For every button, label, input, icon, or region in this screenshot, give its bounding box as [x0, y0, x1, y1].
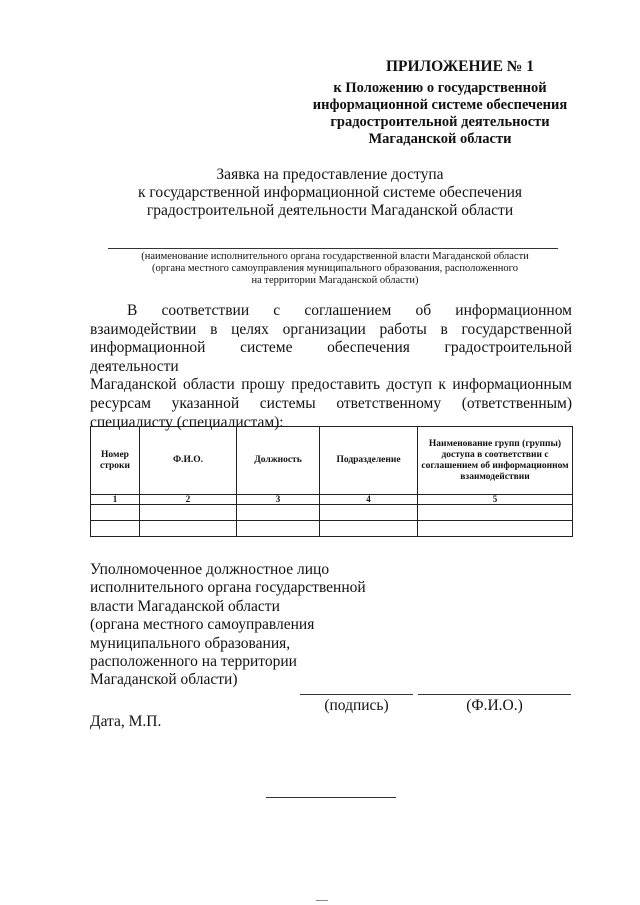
signature-blank[interactable] — [300, 694, 413, 695]
note-line: (органа местного самоуправления муниципального образования, расположенного — [152, 263, 518, 274]
col-header-access-group: Наименование групп (группы) доступа в соответствии с соглашением об информационном взаимодействии — [418, 427, 573, 495]
table-cell[interactable] — [320, 521, 418, 537]
table-row — [91, 521, 573, 537]
column-number: 3 — [237, 495, 320, 505]
organization-note — [100, 251, 570, 287]
appendix-line: градостроительной деятельности — [330, 114, 550, 130]
request-paragraph — [90, 302, 572, 432]
paragraph-line: В соответствии с соглашением об информационном — [127, 302, 572, 319]
table-cell[interactable] — [418, 505, 573, 521]
table-cell[interactable] — [140, 521, 237, 537]
document-title — [80, 166, 580, 220]
table-cell[interactable] — [91, 521, 140, 537]
signature-caption: (подпись) — [324, 697, 389, 714]
specialists-table — [90, 426, 573, 537]
note-line: (наименование исполнительного органа государственной власти Магаданской области — [141, 251, 529, 262]
column-number: 1 — [91, 495, 140, 505]
appendix-line: информационной системе обеспечения — [312, 97, 568, 113]
table-row — [91, 505, 573, 521]
official-line: власти Магаданской области — [90, 597, 280, 615]
title-line: к государственной информационной системе обеспечения — [137, 184, 523, 201]
paragraph-line: специалисту (специалистам): — [90, 413, 284, 431]
organization-name-blank — [108, 248, 558, 249]
date-stamp-label: Дата, М.П. — [90, 713, 162, 730]
page-footer-mark — [316, 900, 328, 901]
note-line: на территории Магаданской области) — [251, 275, 419, 286]
col-header-department: Подразделение — [320, 427, 418, 495]
official-line: Магаданской области) — [90, 671, 238, 689]
appendix-line: к Положению о государственной — [333, 80, 547, 96]
official-line: Уполномоченное должностное лицо — [90, 561, 330, 578]
title-line: градостроительной деятельности Магаданской области — [146, 202, 514, 219]
authorized-official-block — [90, 561, 410, 690]
official-line: муниципального образования, — [90, 634, 291, 652]
column-number: 2 — [140, 495, 237, 505]
closing-divider — [266, 797, 396, 798]
official-line: расположенного на территории — [90, 653, 297, 671]
official-line: исполнительного органа государственной — [90, 579, 366, 597]
column-number: 4 — [320, 495, 418, 505]
table-cell[interactable] — [237, 521, 320, 537]
paragraph-line: ресурсам указанной системы ответственному (ответственным) — [90, 394, 572, 412]
paragraph-line: взаимодействии в целях организации работы в государственной — [90, 320, 572, 338]
table-cell[interactable] — [91, 505, 140, 521]
table-header-row — [91, 427, 573, 495]
col-header-row-number: Номер строки — [91, 427, 140, 495]
appendix-line: Магаданской области — [368, 131, 512, 147]
paragraph-line: Магаданской области прошу предоставить доступ к информационным — [90, 376, 572, 394]
table-number-row — [91, 495, 573, 505]
full-name-blank[interactable] — [418, 694, 571, 695]
paragraph-line: информационной системе обеспечения градостроительной деятельности — [90, 339, 572, 375]
official-line: (органа местного самоуправления — [90, 616, 315, 634]
column-number: 5 — [418, 495, 573, 505]
title-line: Заявка на предоставление доступа — [216, 166, 444, 183]
col-header-position: Должность — [237, 427, 320, 495]
full-name-caption: (Ф.И.О.) — [466, 697, 523, 714]
appendix-header — [300, 58, 580, 148]
appendix-heading: ПРИЛОЖЕНИЕ № 1 — [386, 58, 534, 75]
table-cell[interactable] — [237, 505, 320, 521]
table-cell[interactable] — [418, 521, 573, 537]
table-cell[interactable] — [320, 505, 418, 521]
col-header-full-name: Ф.И.О. — [140, 427, 237, 495]
table-cell[interactable] — [140, 505, 237, 521]
